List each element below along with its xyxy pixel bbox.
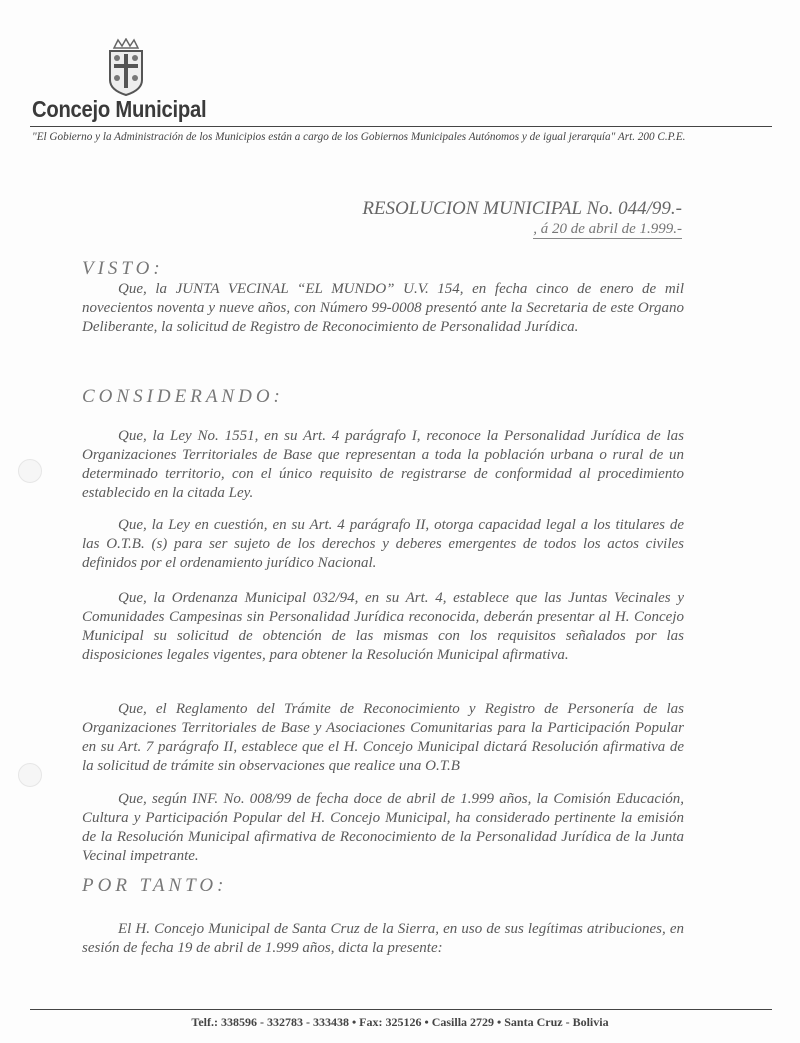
considerando-paragraph-3: Que, la Ordenanza Municipal 032/94, en su Art. 4, establece que las Juntas Vecinales y Comunidades Campesinas sin Personalidad Jurídica reconocida, deberán presentar al H. Concejo Municipal su solicitud de obtención de las mismas con los requisitos señalados por las disposiciones legales vigentes, para obtener la Resolución Municipal afirmativa. <box>82 590 684 663</box>
considerando-paragraph-4: Que, el Reglamento del Trámite de Reconocimiento y Registro de Personería de las Organizaciones Territoriales de Base y Asociaciones Comunitarias para la Participación Popular en su Art. 7 parágrafo II, establece que el H. Concejo Municipal dictará Resolución afirmativa de la solicitud de trámite sin observaciones que realice una O.T.B <box>82 701 684 774</box>
organization-name: Concejo Municipal <box>32 96 207 122</box>
visto-paragraph: Que, la JUNTA VECINAL “EL MUNDO” U.V. 154, en fecha cinco de enero de mil novecientos noventa y nueve años, con Número 99-0008 presentó ante la Secretaria de este Organo Deliberante, la solicitud de Registro de Reconocimiento de Personalidad Jurídica. <box>82 281 684 335</box>
coat-of-arms-logo <box>106 38 146 96</box>
heading-visto: VISTO: <box>82 258 164 279</box>
footer-contact: Telf.: 338596 - 332783 - 333438 • Fax: 325126 • Casilla 2729 • Santa Cruz - Bolivia <box>191 1015 609 1029</box>
header-divider <box>30 126 772 127</box>
por-tanto-paragraph: El H. Concejo Municipal de Santa Cruz de la Sierra, en uso de sus legítimas atribuciones, en sesión de fecha 19 de abril de 1.999 años, dicta la presente: <box>82 921 684 956</box>
heading-por-tanto: POR TANTO: <box>82 875 228 896</box>
letterhead-motto: "El Gobierno y la Administración de los Municipios están a cargo de los Gobiernos Municipales Autónomos y de igual jerarquía" Art. 200 C.P.E. <box>32 131 686 143</box>
punch-hole <box>18 763 42 787</box>
footer-divider <box>30 1009 772 1010</box>
resolution-date: , á 20 de abril de 1.999.- <box>533 221 682 237</box>
resolution-title: RESOLUCION MUNICIPAL No. 044/99.- <box>362 198 682 219</box>
heading-considerando: CONSIDERANDO: <box>82 386 284 407</box>
considerando-paragraph-1: Que, la Ley No. 1551, en su Art. 4 parágrafo I, reconoce la Personalidad Jurídica de las Organizaciones Territoriales de Base que representan a toda la población urbana o rural de un determinado territorio, con el único requisito de registrarse de conformidad al procedimiento establecido en la citada Ley. <box>82 428 684 501</box>
considerando-paragraph-5: Que, según INF. No. 008/99 de fecha doce de abril de 1.999 años, la Comisión Educación, Cultura y Participación Popular del H. Concejo Municipal, ha considerado pertinente la emisión de la Resolución Municipal afirmativa de Reconocimiento de la Personalidad Jurídica de la Junta Vecinal impetrante. <box>82 791 684 864</box>
considerando-paragraph-2: Que, la Ley en cuestión, en su Art. 4 parágrafo II, otorga capacidad legal a los titulares de las O.T.B. (s) para ser sujeto de los derechos y deberes emergentes de todos los actos civiles definidos por el ordenamiento jurídico Nacional. <box>82 517 684 571</box>
punch-hole <box>18 459 42 483</box>
